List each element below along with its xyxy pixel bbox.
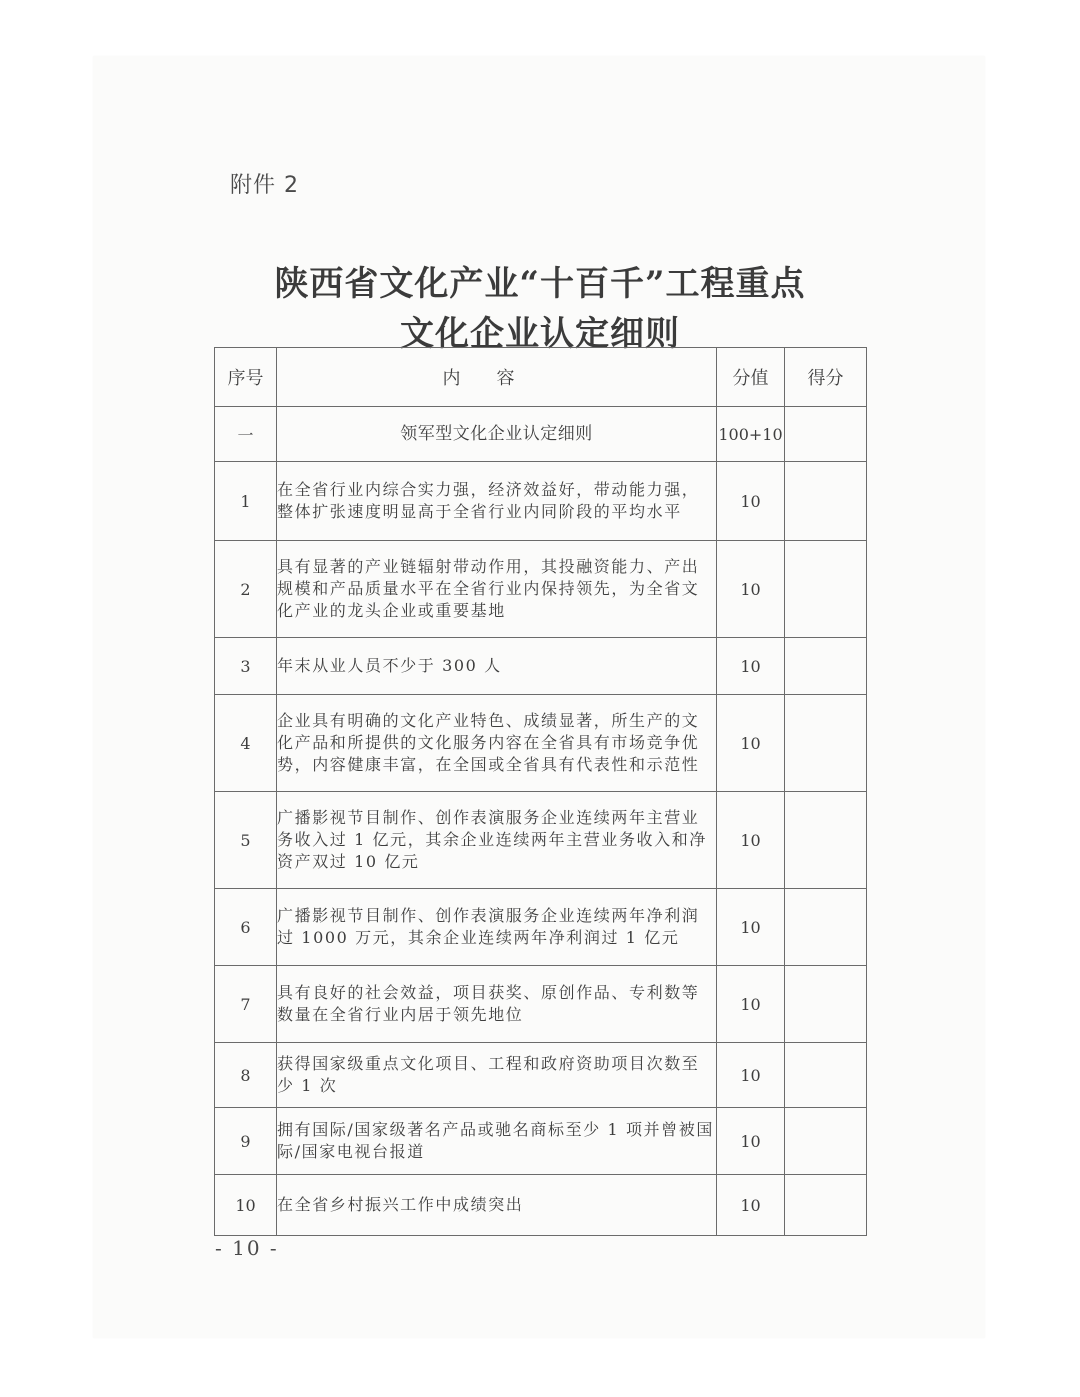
row-no: 8 [215, 1043, 277, 1108]
table-row [215, 1175, 867, 1236]
row-score: 10 [717, 889, 785, 966]
table-row [215, 966, 867, 1043]
row-no: 4 [215, 695, 277, 792]
row-content: 具有良好的社会效益，项目获奖、原创作品、专利数等数量在全省行业内居于领先地位 [277, 966, 717, 1043]
row-obtained [785, 462, 867, 541]
table-row [215, 1043, 867, 1108]
header-content: 内容 [277, 348, 717, 407]
row-obtained [785, 1175, 867, 1236]
criteria-table [214, 347, 867, 1236]
row-score: 10 [717, 966, 785, 1043]
document-title-line-2: 文化企业认定细则 [400, 314, 680, 354]
attachment-label: 附件 2 [230, 173, 299, 198]
page-number: - 10 - [215, 1236, 279, 1260]
row-obtained [785, 792, 867, 889]
row-obtained [785, 695, 867, 792]
header-obtained: 得分 [785, 348, 867, 407]
table-row [215, 695, 867, 792]
row-no: 9 [215, 1108, 277, 1175]
row-score: 10 [717, 1108, 785, 1175]
document-title-line-1: 陕西省文化产业“十百千”工程重点 [274, 264, 806, 304]
row-no: 2 [215, 541, 277, 638]
row-content: 广播影视节目制作、创作表演服务企业连续两年主营业务收入过 1 亿元，其余企业连续两年主营业务收入和净资产双过 10 亿元 [277, 792, 717, 889]
row-obtained [785, 541, 867, 638]
row-content: 在全省行业内综合实力强，经济效益好，带动能力强，整体扩张速度明显高于全省行业内同阶段的平均水平 [277, 462, 717, 541]
row-content: 获得国家级重点文化项目、工程和政府资助项目次数至少 1 次 [277, 1043, 717, 1108]
table-row [215, 1108, 867, 1175]
section-score: 100+10 [717, 407, 785, 462]
row-content: 具有显著的产业链辐射带动作用，其投融资能力、产出规模和产品质量水平在全省行业内保持领先，为全省文化产业的龙头企业或重要基地 [277, 541, 717, 638]
row-score: 10 [717, 1043, 785, 1108]
section-row [215, 407, 867, 462]
row-no: 6 [215, 889, 277, 966]
row-no: 1 [215, 462, 277, 541]
row-score: 10 [717, 1175, 785, 1236]
row-content: 在全省乡村振兴工作中成绩突出 [277, 1175, 717, 1236]
header-score: 分值 [717, 348, 785, 407]
table-header-row [215, 348, 867, 407]
row-content: 拥有国际/国家级著名产品或驰名商标至少 1 项并曾被国际/国家电视台报道 [277, 1108, 717, 1175]
row-obtained [785, 889, 867, 966]
row-score: 10 [717, 462, 785, 541]
row-obtained [785, 966, 867, 1043]
row-content: 广播影视节目制作、创作表演服务企业连续两年净利润过 1000 万元，其余企业连续两年净利润过 1 亿元 [277, 889, 717, 966]
table-row [215, 792, 867, 889]
table-row [215, 638, 867, 695]
row-score: 10 [717, 792, 785, 889]
row-no: 10 [215, 1175, 277, 1236]
section-no: 一 [215, 407, 277, 462]
table-row [215, 541, 867, 638]
section-title: 领军型文化企业认定细则 [277, 407, 717, 462]
table-row [215, 889, 867, 966]
table-row [215, 462, 867, 541]
row-score: 10 [717, 638, 785, 695]
row-obtained [785, 638, 867, 695]
row-no: 7 [215, 966, 277, 1043]
section-obtained [785, 407, 867, 462]
row-no: 5 [215, 792, 277, 889]
row-obtained [785, 1043, 867, 1108]
row-score: 10 [717, 541, 785, 638]
row-content: 企业具有明确的文化产业特色、成绩显著，所生产的文化产品和所提供的文化服务内容在全省具有市场竞争优势，内容健康丰富，在全国或全省具有代表性和示范性 [277, 695, 717, 792]
row-obtained [785, 1108, 867, 1175]
row-content: 年末从业人员不少于 300 人 [277, 638, 717, 695]
header-no: 序号 [215, 348, 277, 407]
row-score: 10 [717, 695, 785, 792]
row-no: 3 [215, 638, 277, 695]
